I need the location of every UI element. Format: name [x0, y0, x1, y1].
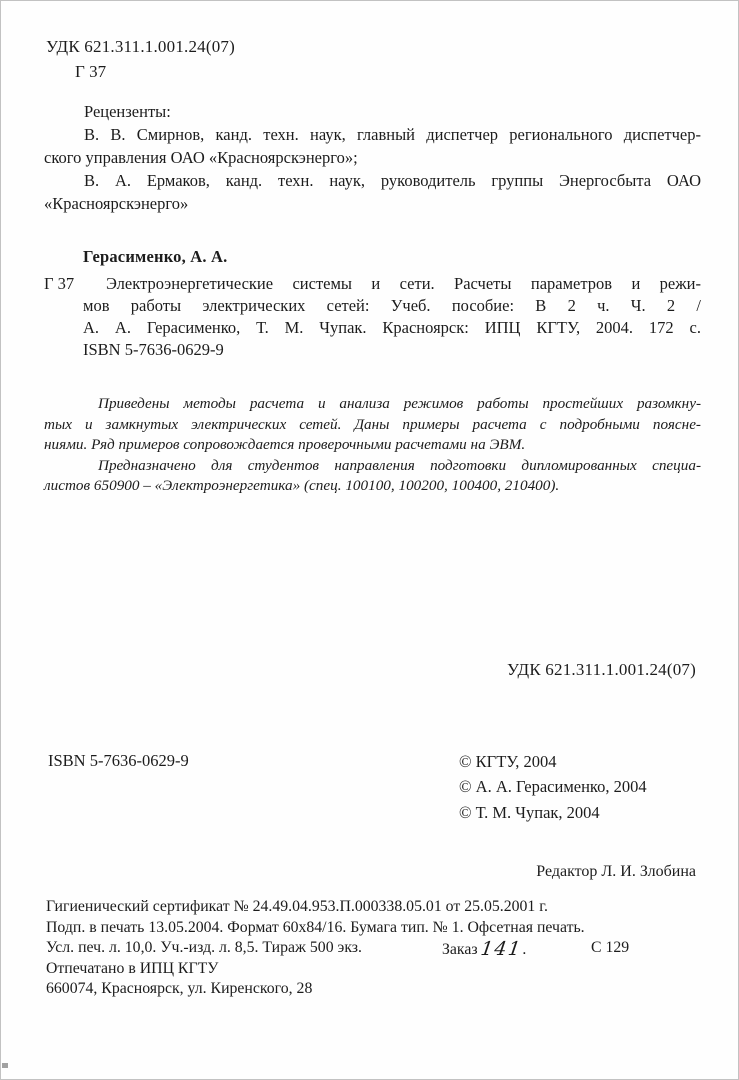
order-group	[442, 938, 526, 961]
copyright-list: © КГТУ, 2004 © А. А. Герасименко, 2004 © Т. М. Чупак, 2004	[459, 752, 647, 822]
catalog-code: Г 37	[44, 274, 75, 293]
annotation-paragraph-1: Приведены методы расчета и анализа режимов работы простейших разомкну- тых и замкнутых электрических сетей. Даны примеры расчета с подробными поясне- ниями. Ряд примеров сопровождается проверочными расчетами на ЭВМ.	[44, 395, 701, 454]
editor-label: Редактор Л. И. Злобина	[536, 863, 696, 880]
imprint-print-date-line: Подп. в печать 13.05.2004. Формат 60х84/16. Бумага тип. № 1. Офсетная печать.	[46, 918, 585, 936]
udk-bottom-label: УДК 621.311.1.001.24(07)	[507, 660, 696, 679]
imprint-volume-line	[46, 938, 703, 959]
annotation-section	[44, 394, 701, 497]
udk-top-label: УДК 621.311.1.001.24(07)	[46, 37, 235, 56]
imprint-certificate-line: Гигиенический сертификат № 24.49.04.953.П.000338.05.01 от 25.05.2001 г.	[46, 898, 548, 915]
catalog-author: Герасименко, А. А.	[83, 247, 228, 266]
reviewers-heading: Рецензенты:	[84, 102, 171, 121]
bbk-code-label: Г 37	[75, 62, 107, 81]
annotation-paragraph-2: Предназначено для студентов направления подготовки дипломированных специа- листов 650900 – «Электроэнергетика» (спец. 100100, 100200, 100400, 210400).	[44, 456, 701, 495]
isbn-label: ISBN 5-7636-0629-9	[48, 751, 189, 770]
scan-artifact	[2, 1063, 8, 1068]
order-number-handwritten: 141	[478, 938, 523, 961]
imprint-address-line: 660074, Красноярск, ул. Киренского, 28	[46, 980, 313, 998]
imprint-volume-text: Усл. печ. л. 10,0. Уч.-изд. л. 8,5. Тираж 500 экз.	[46, 939, 362, 957]
reviewer-item-ermakov: В. А. Ермаков, канд. техн. наук, руководитель группы Энергосбыта ОАО «Красноярскэнерго»	[44, 171, 701, 213]
reviewer-item-smirnov: В. В. Смирнов, канд. техн. наук, главный диспетчер регионального диспетчер- ского управления ОАО «Красноярскэнерго»;	[44, 125, 701, 167]
reviewers-section	[44, 100, 701, 215]
imprint-printed-at-line: Отпечатано в ИПЦ КГТУ	[46, 959, 219, 977]
order-dot: .	[522, 941, 527, 959]
order-label: Заказ	[442, 941, 478, 959]
print-index: С 129	[591, 939, 630, 957]
catalog-body: Электроэнергетические системы и сети. Расчеты параметров и режи- мов работы электрических сетей: Учеб. пособие: В 2 ч. Ч. 2 / А. А. Герасименко, Т. М. Чупак. Красноярск: ИПЦ КГТУ, 2004. 172 с. ISBN 5-7636-0629-9	[83, 274, 701, 359]
catalog-card-section	[44, 246, 701, 361]
imprint-section	[46, 897, 703, 1000]
